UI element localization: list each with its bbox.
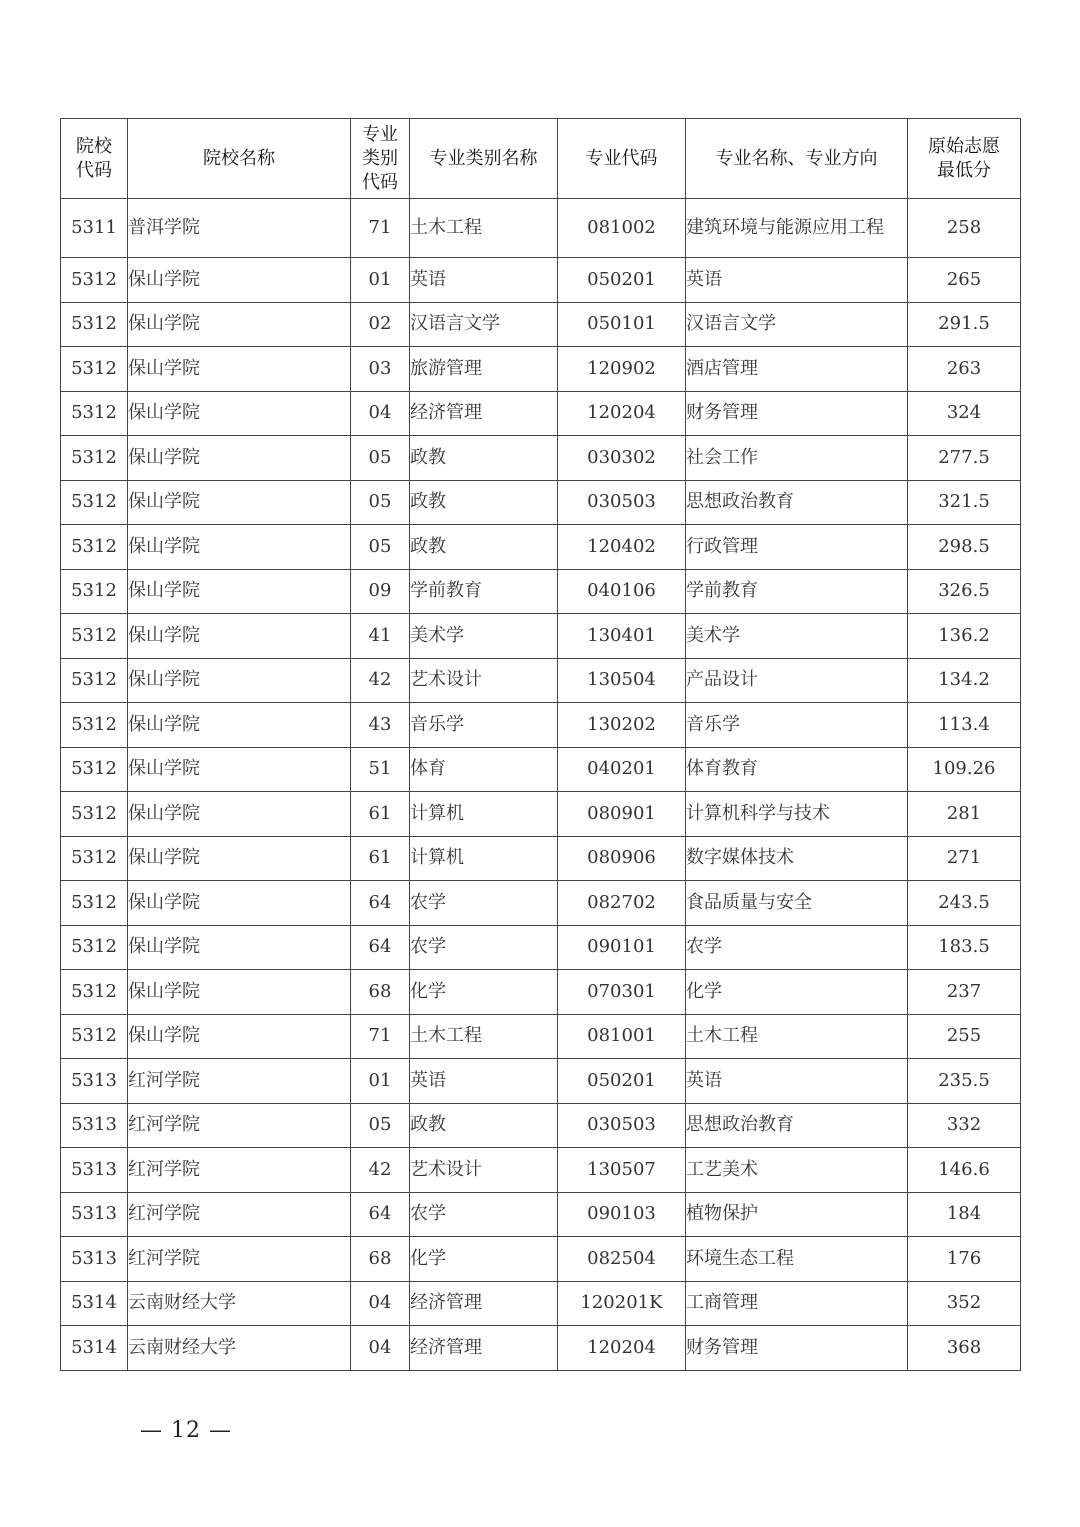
school-name-cell: 保山学院 [128, 747, 351, 792]
category-name-cell: 学前教育 [410, 569, 558, 614]
school-name-cell: 红河学院 [128, 1192, 351, 1237]
min-score-cell: 109.26 [908, 747, 1021, 792]
min-score-cell: 113.4 [908, 703, 1021, 748]
category-code-cell: 05 [351, 436, 410, 481]
category-code-cell: 41 [351, 614, 410, 659]
min-score-cell: 281 [908, 792, 1021, 837]
table-header [61, 119, 1021, 199]
school-code-cell: 5312 [61, 391, 128, 436]
school-name-cell: 保山学院 [128, 391, 351, 436]
major-name-cell: 工商管理 [686, 1281, 908, 1326]
category-code-cell: 42 [351, 1148, 410, 1193]
major-name-header: 专业名称、专业方向 [686, 119, 908, 199]
school-name-cell: 红河学院 [128, 1059, 351, 1104]
min-score-cell: 134.2 [908, 658, 1021, 703]
major-code-cell: 040106 [558, 569, 686, 614]
school-code-cell: 5312 [61, 480, 128, 525]
category-name-cell: 政教 [410, 436, 558, 481]
min-score-cell: 176 [908, 1237, 1021, 1282]
major-code-cell: 030302 [558, 436, 686, 481]
major-name-cell: 产品设计 [686, 658, 908, 703]
major-code-cell: 130504 [558, 658, 686, 703]
school-code-cell: 5312 [61, 658, 128, 703]
major-code-cell: 130507 [558, 1148, 686, 1193]
category-name-cell: 政教 [410, 525, 558, 570]
major-code-cell: 082504 [558, 1237, 686, 1282]
table-row [61, 792, 1021, 837]
category-name-cell: 政教 [410, 480, 558, 525]
school-code-cell: 5313 [61, 1148, 128, 1193]
major-name-cell: 思想政治教育 [686, 480, 908, 525]
min-score-cell: 326.5 [908, 569, 1021, 614]
major-name-cell: 化学 [686, 970, 908, 1015]
min-score-cell: 258 [908, 199, 1021, 258]
school-name-cell: 保山学院 [128, 436, 351, 481]
school-name-cell: 保山学院 [128, 792, 351, 837]
major-name-cell: 工艺美术 [686, 1148, 908, 1193]
category-code-header: 专业类别代码 [351, 119, 410, 199]
min-score-cell: 237 [908, 970, 1021, 1015]
min-score-cell: 183.5 [908, 925, 1021, 970]
category-name-cell: 音乐学 [410, 703, 558, 748]
major-code-cell: 120204 [558, 1326, 686, 1371]
table-row [61, 658, 1021, 703]
school-code-cell: 5312 [61, 258, 128, 303]
major-code-cell: 090103 [558, 1192, 686, 1237]
school-code-cell: 5312 [61, 747, 128, 792]
category-name-cell: 计算机 [410, 836, 558, 881]
table-row [61, 703, 1021, 748]
school-code-cell: 5312 [61, 525, 128, 570]
major-code-cell: 130202 [558, 703, 686, 748]
school-code-cell: 5312 [61, 836, 128, 881]
school-code-cell: 5314 [61, 1281, 128, 1326]
category-code-cell: 04 [351, 1281, 410, 1326]
min-score-cell: 368 [908, 1326, 1021, 1371]
major-code-cell: 081002 [558, 199, 686, 258]
category-name-cell: 旅游管理 [410, 347, 558, 392]
school-name-cell: 保山学院 [128, 703, 351, 748]
school-code-cell: 5312 [61, 347, 128, 392]
major-code-cell: 130401 [558, 614, 686, 659]
table-row [61, 1281, 1021, 1326]
table-row [61, 302, 1021, 347]
school-name-cell: 保山学院 [128, 658, 351, 703]
school-code-cell: 5312 [61, 925, 128, 970]
category-code-cell: 71 [351, 199, 410, 258]
min-score-cell: 136.2 [908, 614, 1021, 659]
school-name-cell: 保山学院 [128, 881, 351, 926]
min-score-cell: 184 [908, 1192, 1021, 1237]
school-name-cell: 红河学院 [128, 1103, 351, 1148]
category-name-cell: 农学 [410, 925, 558, 970]
major-name-cell: 体育教育 [686, 747, 908, 792]
table-row [61, 1237, 1021, 1282]
school-code-cell: 5313 [61, 1103, 128, 1148]
major-name-cell: 英语 [686, 1059, 908, 1104]
table-row [61, 480, 1021, 525]
category-code-cell: 64 [351, 925, 410, 970]
school-name-cell: 普洱学院 [128, 199, 351, 258]
min-score-cell: 291.5 [908, 302, 1021, 347]
school-name-cell: 红河学院 [128, 1148, 351, 1193]
major-name-cell: 音乐学 [686, 703, 908, 748]
major-code-cell: 080901 [558, 792, 686, 837]
category-code-cell: 02 [351, 302, 410, 347]
table-row [61, 1014, 1021, 1059]
category-code-cell: 04 [351, 1326, 410, 1371]
major-code-cell: 050201 [558, 258, 686, 303]
school-name-cell: 云南财经大学 [128, 1326, 351, 1371]
admission-scores-table [60, 118, 1021, 1371]
major-name-cell: 建筑环境与能源应用工程 [686, 199, 908, 258]
table-row [61, 1103, 1021, 1148]
major-code-cell: 070301 [558, 970, 686, 1015]
school-name-cell: 保山学院 [128, 525, 351, 570]
min-score-header: 原始志愿最低分 [908, 119, 1021, 199]
school-name-cell: 红河学院 [128, 1237, 351, 1282]
min-score-cell: 243.5 [908, 881, 1021, 926]
school-name-cell: 保山学院 [128, 302, 351, 347]
category-name-cell: 美术学 [410, 614, 558, 659]
table-row [61, 391, 1021, 436]
category-code-cell: 61 [351, 792, 410, 837]
category-code-cell: 61 [351, 836, 410, 881]
school-code-cell: 5312 [61, 614, 128, 659]
major-name-cell: 食品质量与安全 [686, 881, 908, 926]
school-code-cell: 5312 [61, 302, 128, 347]
table-row [61, 614, 1021, 659]
major-code-cell: 050201 [558, 1059, 686, 1104]
category-code-cell: 05 [351, 1103, 410, 1148]
major-name-cell: 学前教育 [686, 569, 908, 614]
category-code-cell: 04 [351, 391, 410, 436]
category-name-cell: 土木工程 [410, 1014, 558, 1059]
category-name-cell: 化学 [410, 1237, 558, 1282]
major-name-cell: 财务管理 [686, 391, 908, 436]
school-name-cell: 云南财经大学 [128, 1281, 351, 1326]
category-code-cell: 71 [351, 1014, 410, 1059]
major-name-cell: 植物保护 [686, 1192, 908, 1237]
category-name-cell: 政教 [410, 1103, 558, 1148]
school-name-cell: 保山学院 [128, 569, 351, 614]
school-code-cell: 5312 [61, 703, 128, 748]
school-code-cell: 5312 [61, 792, 128, 837]
table-row [61, 525, 1021, 570]
table-row [61, 881, 1021, 926]
category-code-cell: 64 [351, 1192, 410, 1237]
school-name-cell: 保山学院 [128, 480, 351, 525]
table-row [61, 258, 1021, 303]
min-score-cell: 324 [908, 391, 1021, 436]
school-name-cell: 保山学院 [128, 258, 351, 303]
major-name-cell: 汉语言文学 [686, 302, 908, 347]
table-row [61, 199, 1021, 258]
major-name-cell: 计算机科学与技术 [686, 792, 908, 837]
table-row [61, 970, 1021, 1015]
major-name-cell: 农学 [686, 925, 908, 970]
category-name-cell: 化学 [410, 970, 558, 1015]
category-name-cell: 艺术设计 [410, 658, 558, 703]
min-score-cell: 352 [908, 1281, 1021, 1326]
min-score-cell: 255 [908, 1014, 1021, 1059]
category-name-cell: 汉语言文学 [410, 302, 558, 347]
category-name-cell: 农学 [410, 881, 558, 926]
min-score-cell: 277.5 [908, 436, 1021, 481]
school-code-cell: 5312 [61, 881, 128, 926]
category-name-cell: 经济管理 [410, 1326, 558, 1371]
min-score-cell: 265 [908, 258, 1021, 303]
school-name-cell: 保山学院 [128, 925, 351, 970]
table-row [61, 925, 1021, 970]
major-code-cell: 080906 [558, 836, 686, 881]
category-name-cell: 英语 [410, 258, 558, 303]
major-name-cell: 社会工作 [686, 436, 908, 481]
major-name-cell: 数字媒体技术 [686, 836, 908, 881]
major-code-cell: 120204 [558, 391, 686, 436]
major-code-cell: 090101 [558, 925, 686, 970]
major-name-cell: 英语 [686, 258, 908, 303]
category-code-cell: 09 [351, 569, 410, 614]
category-code-cell: 01 [351, 1059, 410, 1104]
min-score-cell: 321.5 [908, 480, 1021, 525]
school-code-cell: 5313 [61, 1059, 128, 1104]
school-code-cell: 5312 [61, 970, 128, 1015]
school-code-cell: 5313 [61, 1192, 128, 1237]
min-score-cell: 332 [908, 1103, 1021, 1148]
category-code-cell: 05 [351, 480, 410, 525]
table-row [61, 1148, 1021, 1193]
major-name-cell: 财务管理 [686, 1326, 908, 1371]
category-code-cell: 68 [351, 1237, 410, 1282]
school-code-header: 院校代码 [61, 119, 128, 199]
major-name-cell: 行政管理 [686, 525, 908, 570]
category-code-cell: 01 [351, 258, 410, 303]
header-row [61, 119, 1021, 199]
school-name-cell: 保山学院 [128, 614, 351, 659]
min-score-cell: 298.5 [908, 525, 1021, 570]
major-name-cell: 土木工程 [686, 1014, 908, 1059]
table-row [61, 347, 1021, 392]
category-name-cell: 经济管理 [410, 1281, 558, 1326]
category-code-cell: 64 [351, 881, 410, 926]
category-name-cell: 土木工程 [410, 199, 558, 258]
category-name-cell: 英语 [410, 1059, 558, 1104]
major-code-cell: 120201K [558, 1281, 686, 1326]
major-code-cell: 082702 [558, 881, 686, 926]
major-code-cell: 050101 [558, 302, 686, 347]
major-name-cell: 酒店管理 [686, 347, 908, 392]
major-code-cell: 120402 [558, 525, 686, 570]
major-code-cell: 040201 [558, 747, 686, 792]
school-code-cell: 5312 [61, 569, 128, 614]
table-row [61, 836, 1021, 881]
category-code-cell: 42 [351, 658, 410, 703]
table-row [61, 1326, 1021, 1371]
min-score-cell: 271 [908, 836, 1021, 881]
category-code-cell: 43 [351, 703, 410, 748]
school-code-cell: 5312 [61, 1014, 128, 1059]
category-code-cell: 51 [351, 747, 410, 792]
category-name-header: 专业类别名称 [410, 119, 558, 199]
major-code-cell: 120902 [558, 347, 686, 392]
major-code-cell: 081001 [558, 1014, 686, 1059]
table-row [61, 569, 1021, 614]
school-code-cell: 5312 [61, 436, 128, 481]
major-name-cell: 美术学 [686, 614, 908, 659]
min-score-cell: 146.6 [908, 1148, 1021, 1193]
category-name-cell: 体育 [410, 747, 558, 792]
table-row [61, 747, 1021, 792]
school-code-cell: 5313 [61, 1237, 128, 1282]
major-name-cell: 环境生态工程 [686, 1237, 908, 1282]
category-code-cell: 68 [351, 970, 410, 1015]
category-name-cell: 艺术设计 [410, 1148, 558, 1193]
page-number: — 12 — [140, 1418, 232, 1443]
school-name-cell: 保山学院 [128, 970, 351, 1015]
major-name-cell: 思想政治教育 [686, 1103, 908, 1148]
school-name-cell: 保山学院 [128, 347, 351, 392]
school-code-cell: 5311 [61, 199, 128, 258]
table-row [61, 1059, 1021, 1104]
major-code-cell: 030503 [558, 1103, 686, 1148]
category-name-cell: 农学 [410, 1192, 558, 1237]
category-name-cell: 经济管理 [410, 391, 558, 436]
school-name-cell: 保山学院 [128, 836, 351, 881]
min-score-cell: 235.5 [908, 1059, 1021, 1104]
category-name-cell: 计算机 [410, 792, 558, 837]
min-score-cell: 263 [908, 347, 1021, 392]
table-body [61, 199, 1021, 1371]
school-name-cell: 保山学院 [128, 1014, 351, 1059]
table-row [61, 436, 1021, 481]
category-code-cell: 05 [351, 525, 410, 570]
category-code-cell: 03 [351, 347, 410, 392]
major-code-cell: 030503 [558, 480, 686, 525]
major-code-header: 专业代码 [558, 119, 686, 199]
school-name-header: 院校名称 [128, 119, 351, 199]
school-code-cell: 5314 [61, 1326, 128, 1371]
table-row [61, 1192, 1021, 1237]
